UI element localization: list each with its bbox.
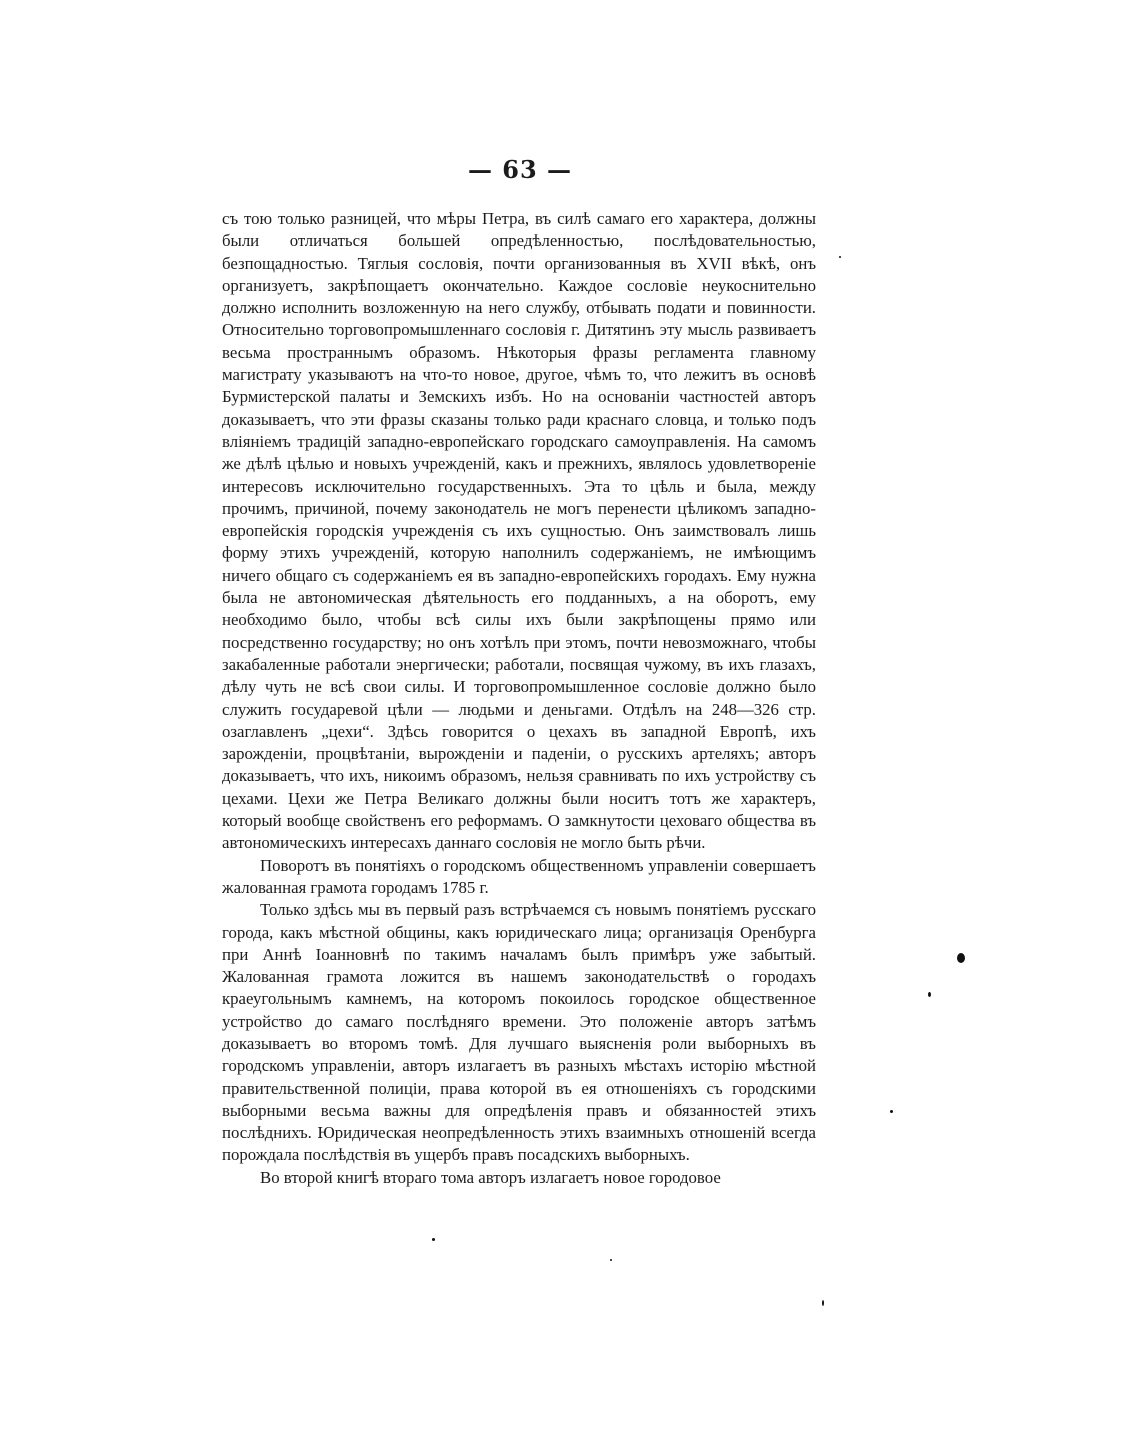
scan-speck bbox=[610, 1259, 612, 1261]
scan-speck bbox=[432, 1238, 435, 1241]
paragraph: Во второй книгѣ втораго тома авторъ излагаетъ новое городовое bbox=[260, 1167, 721, 1187]
paragraph: съ тою только разницей, что мѣры Петра, въ силѣ самаго его характера, должны были отличаться большей опредѣленностью, послѣдовательностью, безпощадностью. Тяглыя сословія, почти организованныя въ XVII вѣкѣ, онъ организуетъ, закрѣпощаетъ окончательно. Каждое сословіе неукоснительно должно исполнить возложенную на него службу, отбывать подати и повинности. Относительно торговопромышленнаго сословія г. Дитятинъ эту мысль развиваетъ весьма пространнымъ образомъ. Нѣкоторыя фразы регламента главному магистрату указываютъ на что-то новое, другое, чѣмъ то, что лежитъ въ основѣ Бурмистерской палаты и Земскихъ избъ. Но на основаніи частностей авторъ доказываетъ, что эти фразы сказаны только ради краснаго словца, и только подъ вліяніемъ традицій западно-европейскаго городскаго самоуправленія. На самомъ же дѣлѣ цѣлью и новыхъ учрежденій, какъ и прежнихъ, являлось удовлетвореніе интересовъ исключительно государственныхъ. Эта то цѣль и была, между прочимъ, причиной, почему законодатель не могъ перенести цѣликомъ западно-европейскія городскія учрежденія съ ихъ сущностью. Онъ заимствовалъ лишь форму этихъ учрежденій, которую наполнилъ содержаніемъ, не имѣющимъ ничего общаго съ содержаніемъ ея въ западно-европейскихъ городахъ. Ему нужна была не автономическая дѣятельность его подданныхъ, а на оборотъ, ему необходимо было, чтобы всѣ силы ихъ были закрѣпощены прямо или посредственно государству; но онъ хотѣлъ при этомъ, почти невозможнаго, чтобы закабаленные работали энергически; работали, посвящая чужому, въ ихъ глазахъ, дѣлу чуть не всѣ свои силы. И торговопромышленное сословіе должно было служить государевой цѣли — людьми и деньгами. Отдѣлъ на 248—326 стр. озаглавленъ „цехи“. Здѣсь говорится о цехахъ въ западной Европѣ, ихъ зарожденіи, процвѣтаніи, вырожденіи и паденіи, о русскихъ артеляхъ; авторъ доказываетъ, что ихъ, никоимъ образомъ, нельзя сравнивать по ихъ устройству съ цехами. Цехи же Петра Великаго должны были носитъ тотъ же характеръ, который вообще свойственъ его реформамъ. О замкнутости цеховаго общества въ автономическихъ интересахъ даннаго сословія не могло быть рѣчи. bbox=[222, 209, 816, 853]
paragraph: Поворотъ въ понятіяхъ о городскомъ общественномъ управленіи совершаетъ жалованная грамота городамъ 1785 г. bbox=[222, 855, 816, 897]
scan-speck bbox=[822, 1300, 824, 1306]
scan-speck bbox=[839, 256, 841, 258]
page-number: — 63 — bbox=[467, 155, 573, 184]
body-text bbox=[222, 208, 816, 1189]
scan-speck bbox=[890, 1110, 893, 1113]
scan-speck bbox=[928, 992, 931, 997]
paragraph: Только здѣсь мы въ первый разъ встрѣчаемся съ новымъ понятіемъ русскаго города, какъ мѣстной общины, какъ юридическаго лица; организація Оренбурга при Аннѣ Іоанновнѣ по такимъ началамъ былъ примѣръ уже забытый. Жалованная грамота ложится въ нашемъ законодательствѣ о городахъ краеугольнымъ камнемъ, на которомъ покоилось городское общественное устройство до самаго послѣдняго времени. Это положеніе авторъ затѣмъ доказываетъ во второмъ томѣ. Для лучшаго выясненія роли выборныхъ въ городскомъ управленіи, авторъ излагаетъ въ разныхъ мѣстахъ исторію мѣстной правительственной полиціи, права которой въ ея отношеніяхъ съ городскими выборными весьма важны для опредѣленія правъ и обязанностей этихъ послѣднихъ. Юридическая неопредѣленность этихъ взаимныхъ отношеній всегда порождала послѣдствія въ ущербъ правъ посадскихъ выборныхъ. bbox=[222, 900, 816, 1165]
scan-speck bbox=[957, 953, 965, 963]
